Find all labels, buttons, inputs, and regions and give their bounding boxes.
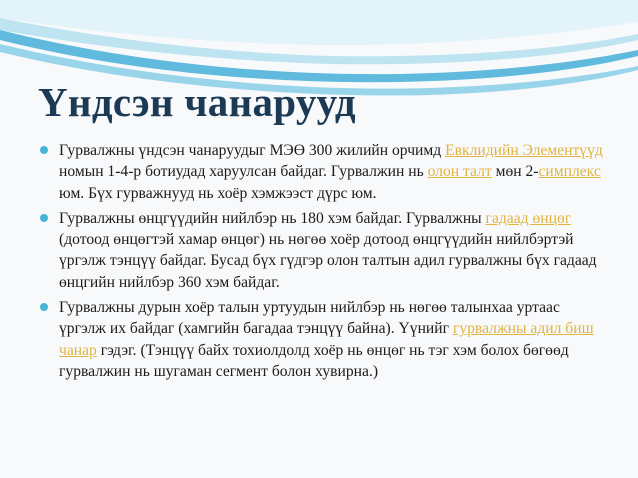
bullet-dot-icon xyxy=(40,146,48,154)
bullet-text: Гурвалжны үндсэн чанаруудыг МЭӨ 300 жилийн орчимд xyxy=(59,142,446,159)
link-simplex[interactable]: симплекс xyxy=(538,163,601,181)
bullet-text: Гурвалжны дурын хоёр талын уртуудын нийлбэр нь нөгөө талынхаа уртаас үргэлж их байдаг (хамгийн багадаа тэнцүү байна). Үүнийг xyxy=(59,299,560,338)
link-euclid-elements[interactable]: Евклидийн Элементүүд xyxy=(445,142,603,159)
bullet-text: мөн 2- xyxy=(491,163,539,181)
link-triangle-inequality[interactable]: гурвалжны адил биш чанар xyxy=(59,320,594,359)
bullet-text: гэдэг. (Тэнцүү байх тохиолдолд хоёр нь өнцөг нь тэг хэм болох бөгөөд гурвалжин нь шугаман сегмент болон хувирна.) xyxy=(59,341,569,380)
bullet-text: Гурвалжны өнцгүүдийн нийлбэр нь 180 хэм байдаг. Гурвалжны xyxy=(59,209,486,227)
bullet-item xyxy=(40,297,610,382)
bullet-list xyxy=(40,140,610,386)
bullet-item xyxy=(40,208,610,293)
link-exterior-angle[interactable]: гадаад өнцөг xyxy=(485,209,572,227)
link-polytope[interactable]: олон талт xyxy=(427,163,492,181)
bullet-dot-icon xyxy=(40,214,48,222)
bullet-text: (дотоод өнцөгтэй хамар өнцөг) нь нөгөө хоёр дотоод өнцгүүдийн нийлбэртэй үргэлж тэнцүү байдаг. Бусад бүх гүдгэр олон талтын адил гурвалжны бүх гадаад өнцгийн нийлбэр 360 хэм байдаг. xyxy=(59,231,597,291)
bullet-text: юм. Бүх гурважнууд нь хоёр хэмжээст дүрс юм. xyxy=(59,184,377,202)
bullet-item xyxy=(40,140,610,204)
slide-title: Үндсэн чанарууд xyxy=(38,79,356,125)
bullet-dot-icon xyxy=(40,303,48,311)
bullet-text: номын 1-4-р ботиудад харуулсан байдаг. Гурвалжин нь xyxy=(59,163,428,181)
